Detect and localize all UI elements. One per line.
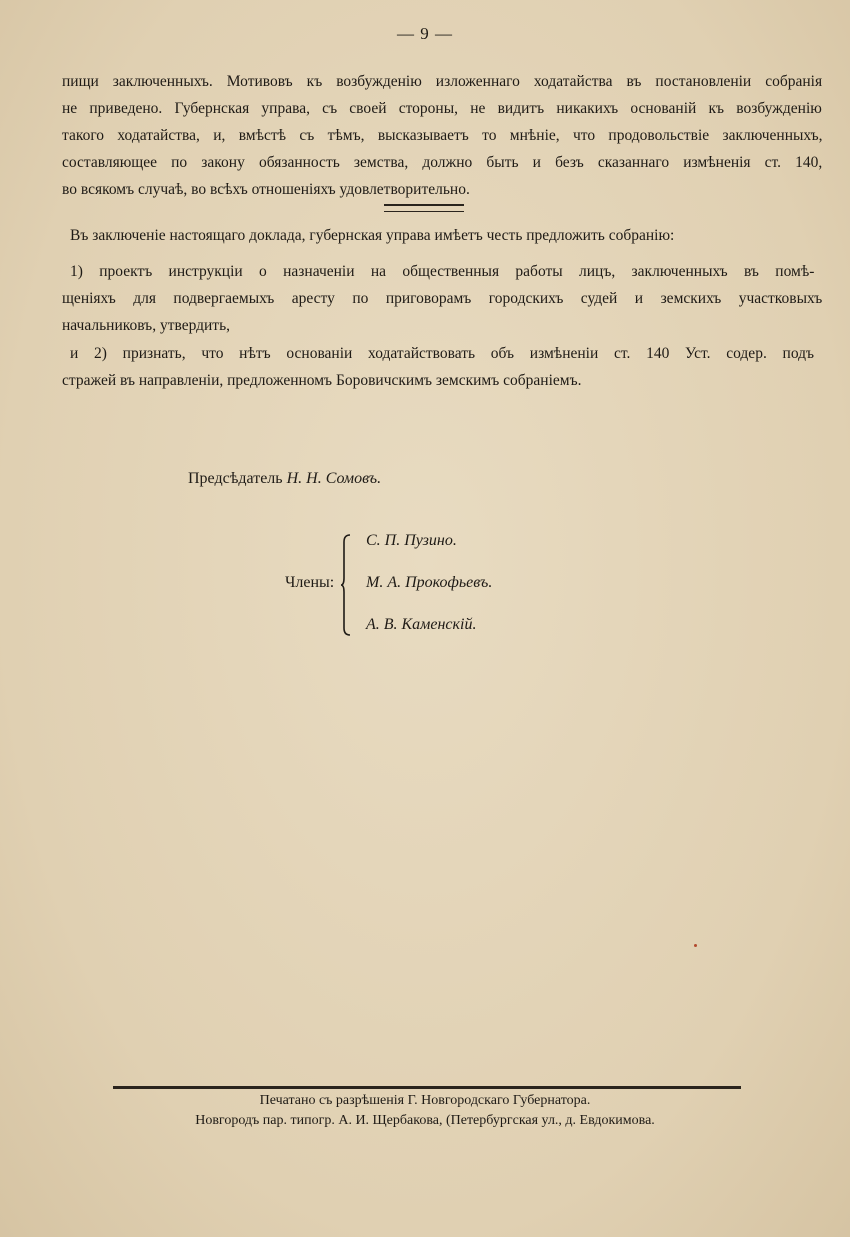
page-number: — 9 — <box>397 24 453 43</box>
text-line: пищи заключенныхъ. Мотивовъ къ возбужденію изложеннаго ходатайства въ постановленіи собранія <box>62 73 823 90</box>
text-line: начальниковъ, утвердить, <box>62 317 231 334</box>
text-line: 1) проектъ инструкціи о назначеніи на общественныя работы лицъ, заключенныхъ въ помѣ- <box>70 263 815 280</box>
imprint-permission: Печатано съ разрѣшенія Г. Новгородскаго Губернатора. <box>259 1093 591 1108</box>
imprint-printer: Новгородъ пар. типогр. А. И. Щербакова, (Петербургская ул., д. Евдокимова. <box>195 1113 655 1128</box>
text-line: и 2) признать, что нѣтъ основаніи ходатайствовать объ измѣненіи ст. 140 Уст. содер. подъ <box>70 345 815 362</box>
chairman-label: Предсѣдатель <box>188 470 283 487</box>
paragraph-conclusion <box>62 222 830 249</box>
paragraph-proposal-1 <box>62 258 822 339</box>
member-name: М. А. Прокофьевъ. <box>366 574 493 591</box>
brace-icon <box>340 534 352 636</box>
member-name: С. П. Пузино. <box>366 532 457 549</box>
footer-rule <box>113 1086 741 1089</box>
text-line: щеніяхъ для подвергаемыхъ аресту по приговорамъ городскихъ судей и земскихъ участковыхъ <box>62 290 823 307</box>
chairman-name: Н. Н. Сомовъ. <box>286 470 382 487</box>
member-name: А. В. Каменскій. <box>366 616 477 633</box>
text-line: во всякомъ случаѣ, во всѣхъ отношеніяхъ удовлетворительно. <box>62 181 470 198</box>
paragraph-intro <box>62 68 822 203</box>
text-line: составляющее по закону обязанность земства, должно быть и безъ сказаннаго измѣненія ст. 140, <box>62 154 823 171</box>
section-divider <box>384 204 464 212</box>
paper-speck <box>694 944 697 947</box>
members-label: Члены: <box>285 574 335 591</box>
paragraph-proposal-2 <box>62 340 822 394</box>
text-line: стражей въ направленіи, предложенномъ Боровичскимъ земскимъ собраніемъ. <box>62 372 582 389</box>
chairman-signature <box>188 470 381 488</box>
text-line: такого ходатайства, и, вмѣстѣ съ тѣмъ, высказываетъ то мнѣніе, что продовольствіе заключенныхъ, <box>62 127 823 144</box>
text-line: не приведено. Губернская управа, съ своей стороны, не видитъ никакихъ основаній къ возбужденію <box>62 100 822 117</box>
text-line: Въ заключеніе настоящаго доклада, губернская управа имѣетъ честь предложить собранію: <box>70 227 675 244</box>
